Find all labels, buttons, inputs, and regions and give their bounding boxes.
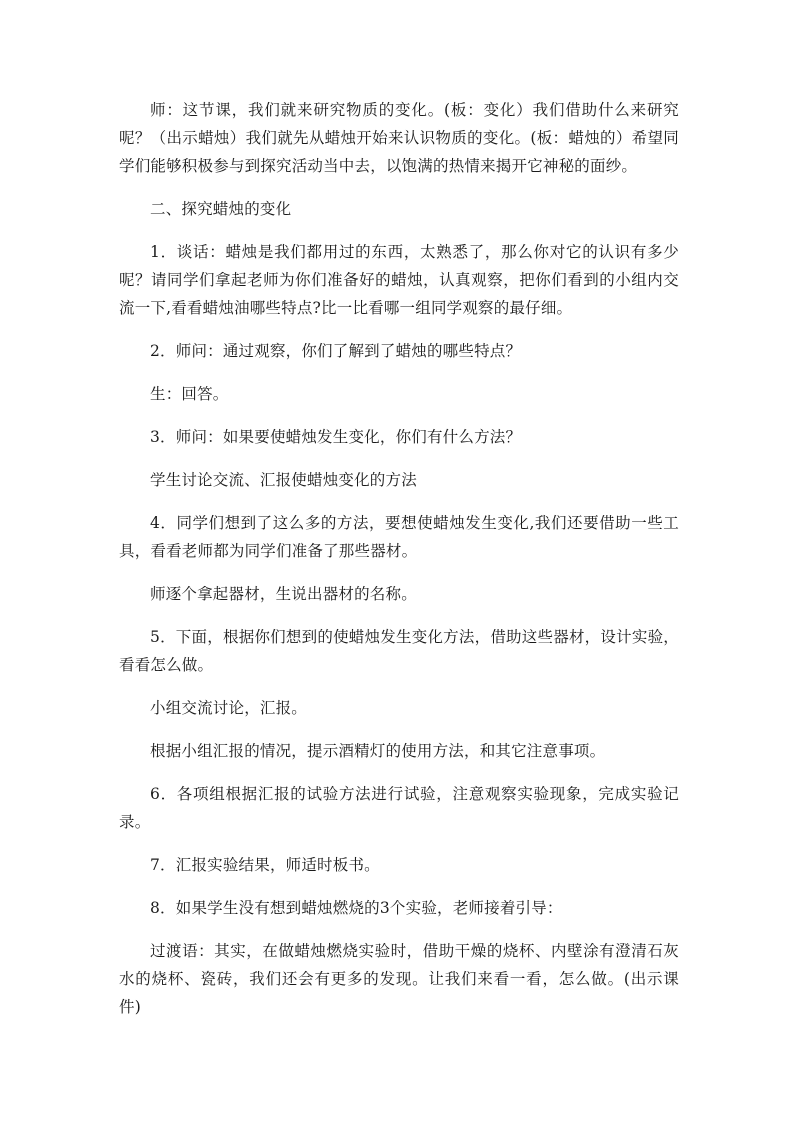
paragraph-student-answer: 生：回答。 [150,385,229,403]
paragraph-teacher-equipment: 师逐个拿起器材，生说出器材的名称。 [150,585,417,603]
paragraph-transition: 过渡语：其实，在做蜡烛燃烧实验时，借助干燥的烧杯、内壁涂有澄清石灰水的烧杯、瓷砖，我们还会有更多的发现。让我们来看一看，怎么做。(出示课件) [119,942,679,1016]
paragraph-safety-tips: 根据小组汇报的情况，提示酒精灯的使用方法，和其它注意事项。 [150,742,606,760]
paragraph-student-discussion: 学生讨论交流、汇报使蜡烛变化的方法 [150,471,417,489]
paragraph-group-report: 小组交流讨论，汇报。 [150,699,308,717]
paragraph-step-3: 3．师问：如果要使蜡烛发生变化，你们有什么方法？ [150,428,522,446]
paragraph-step-7: 7．汇报实验结果，师适时板书。 [150,856,380,874]
paragraph-step-8: 8．如果学生没有想到蜡烛燃烧的3个实验，老师接着引导： [150,899,563,917]
document-body [119,96,679,1021]
section-heading-explore-candle: 二、探究蜡烛的变化 [150,200,292,218]
paragraph-step-6: 6．各项组根据汇报的试验方法进行试验，注意观察实验现象，完成实验记录。 [119,785,679,831]
paragraph-step-1: 1．谈话：蜡烛是我们都用过的东西，太熟悉了，那么你对它的认识有多少呢？请同学们拿起老师为你们准备好的蜡烛，认真观察，把你们看到的小组内交流一下,看看蜡烛油哪些特点?比一比看哪一组同学观察的最仔细。 [119,243,679,317]
paragraph-step-2: 2．师问：通过观察，你们了解到了蜡烛的哪些特点？ [150,342,522,360]
paragraph-step-4: 4．同学们想到了这么多的方法，要想使蜡烛发生变化,我们还要借助一些工具，看看老师都为同学们准备了那些器材。 [119,514,679,560]
paragraph-teacher-intro: 师：这节课，我们就来研究物质的变化。(板：变化）我们借助什么来研究呢？（出示蜡烛）我们就先从蜡烛开始来认识物质的变化。(板：蜡烛的）希望同学们能够积极参与到探究活动当中去，以饱满的热情来揭开它神秘的面纱。 [119,101,679,175]
paragraph-step-5: 5．下面，根据你们想到的使蜡烛发生变化方法，借助这些器材，设计实验，看看怎么做。 [119,628,679,674]
